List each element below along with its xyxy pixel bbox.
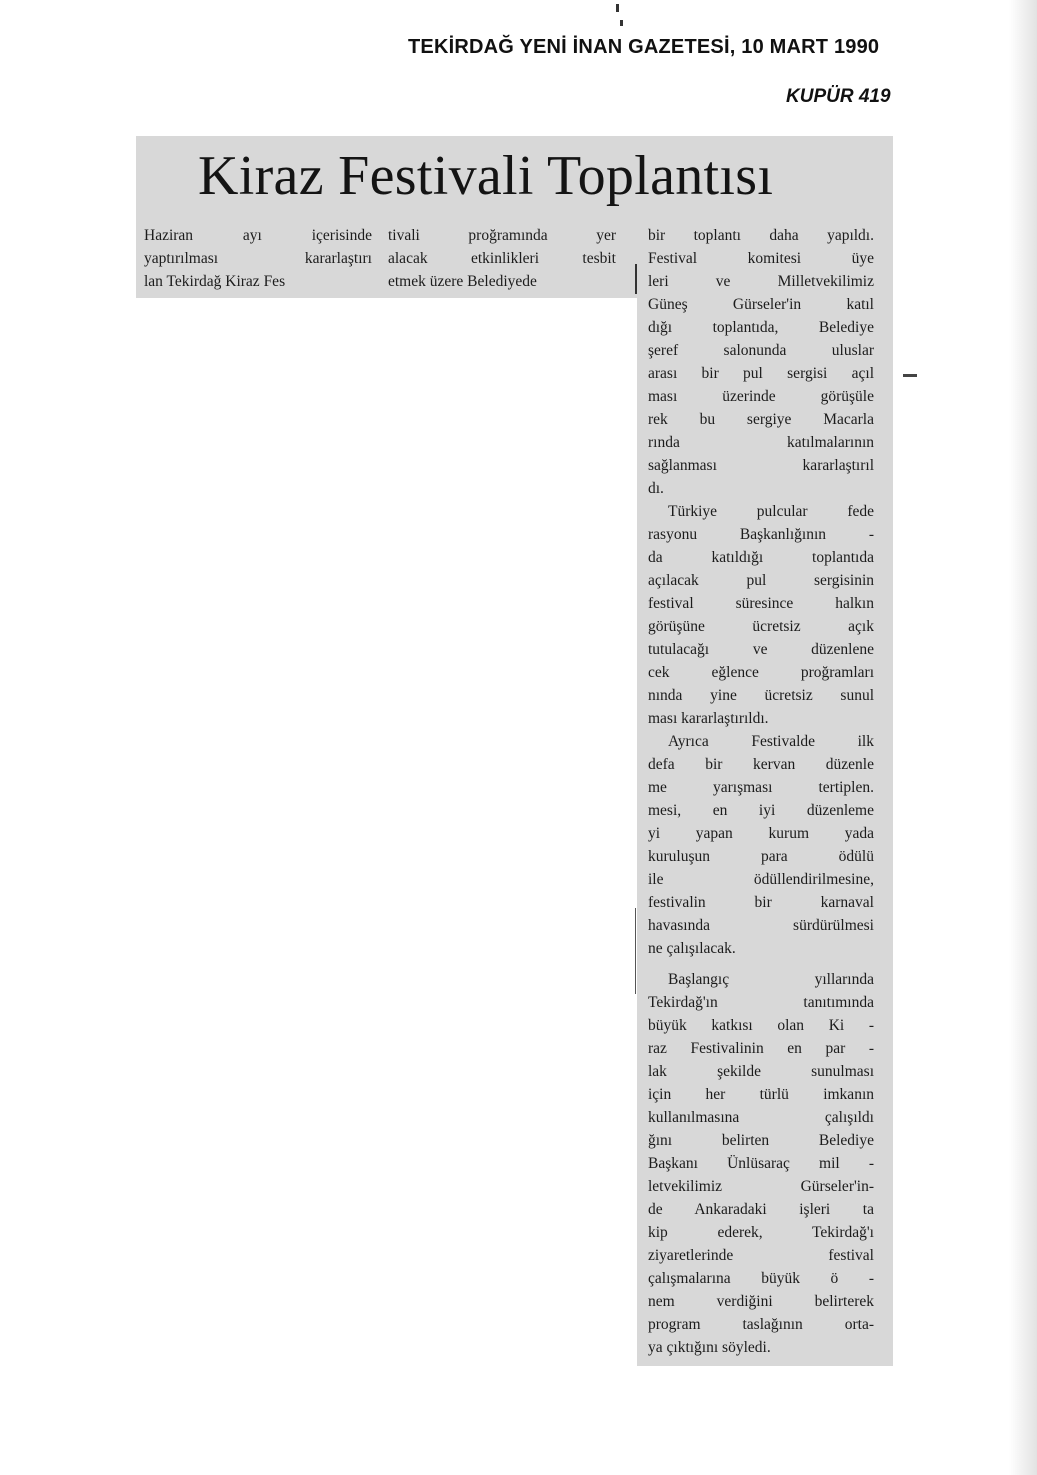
- column-rule: [635, 264, 637, 294]
- article-text-line: mesi, en iyi düzenleme: [648, 802, 874, 819]
- article-text-line: sağlanması kararlaştırıl: [648, 457, 874, 474]
- article-text-line: tivali proğramında yer: [388, 227, 616, 244]
- article-text-line: letvekilimiz Gürseler'in-: [648, 1178, 874, 1195]
- article-column-2: [388, 224, 616, 293]
- article-text-line: Türkiye pulcular fede: [668, 503, 874, 520]
- publication-header: TEKİRDAĞ YENİ İNAN GAZETESİ, 10 MART 1990: [408, 36, 880, 58]
- article-text-line: ne çalışılacak.: [648, 940, 736, 957]
- article-text-line: yaptırılması kararlaştırı: [144, 250, 372, 267]
- article-text-line: rında katılmalarının: [648, 434, 874, 451]
- article-text-line: tutulacağı ve düzenlene: [648, 641, 874, 658]
- article-text-line: kullanılmasına çalışıldı: [648, 1109, 874, 1126]
- paragraph-gap: [648, 960, 874, 968]
- article-text-line: dı.: [648, 480, 664, 497]
- article-text-line: cek eğlence proğramları: [648, 664, 874, 681]
- article-text-line: arası bir pul sergisi açıl: [648, 365, 874, 382]
- article-text-line: Başkanı Ünlüsaraç mil -: [648, 1155, 874, 1172]
- article-text-line: şeref salonunda uluslar: [648, 342, 874, 359]
- article-text-line: kip ederek, Tekirdağ'ı: [648, 1224, 874, 1241]
- article-text-line: Başlangıç yıllarında: [668, 971, 874, 988]
- article-text-line: bir toplantı daha yapıldı.: [648, 227, 874, 244]
- article-text-line: ması üzerinde görüşüle: [648, 388, 874, 405]
- article-text-line: ması kararlaştırıldı.: [648, 710, 769, 727]
- article-text-line: da katıldığı toplantıda: [648, 549, 874, 566]
- article-text-line: Ayrıca Festivalde ilk: [668, 733, 874, 750]
- article-text-line: yi yapan kurum yada: [648, 825, 874, 842]
- article-text-line: program taslağının orta-: [648, 1316, 874, 1333]
- article-text-line: Tekirdağ'ın tanıtımında: [648, 994, 874, 1011]
- article-text-line: Haziran ayı içerisinde: [144, 227, 372, 244]
- article-text-line: rasyonu Başkanlığının -: [648, 526, 874, 543]
- column-rule: [635, 908, 636, 994]
- article-text-line: alacak etkinlikleri tesbit: [388, 250, 616, 267]
- article-text-line: Güneş Gürseler'in katıl: [648, 296, 874, 313]
- article-text-line: büyük katkısı olan Ki -: [648, 1017, 874, 1034]
- article-text-line: ğını belirten Belediye: [648, 1132, 874, 1149]
- article-text-line: etmek üzere Belediyede: [388, 273, 537, 290]
- article-text-line: kuruluşun para ödülü: [648, 848, 874, 865]
- article-text-line: Festival komitesi üye: [648, 250, 874, 267]
- article-text-line: çalışmalarına büyük ö -: [648, 1270, 874, 1287]
- article-text-line: rek bu sergiye Macarla: [648, 411, 874, 428]
- article-text-line: nında yine ücretsiz sunul: [648, 687, 874, 704]
- article-text-line: me yarışması tertiplen.: [648, 779, 874, 796]
- article-headline: Kiraz Festivali Toplantısı: [198, 145, 774, 207]
- article-text-line: için her türlü imkanın: [648, 1086, 874, 1103]
- article-text-line: festival süresince halkın: [648, 595, 874, 612]
- article-text-line: görüşüne ücretsiz açık: [648, 618, 874, 635]
- article-text-line: festivalin bir karnaval: [648, 894, 874, 911]
- clipping-number: KUPÜR 419: [786, 86, 891, 107]
- scan-speck: [616, 4, 619, 12]
- article-text-line: raz Festivalinin en par -: [648, 1040, 874, 1057]
- article-text-line: de Ankaradaki işleri ta: [648, 1201, 874, 1218]
- article-text-line: lak şekilde sunulması: [648, 1063, 874, 1080]
- article-text-line: ile ödüllendirilmesine,: [648, 871, 874, 888]
- article-text-line: ziyaretlerinde festival: [648, 1247, 874, 1264]
- article-column-1: [144, 224, 372, 293]
- article-column-3: [648, 224, 874, 1359]
- article-text-line: havasında sürdürülmesi: [648, 917, 874, 934]
- article-text-line: açılacak pul sergisinin: [648, 572, 874, 589]
- scan-speck: [620, 20, 623, 26]
- article-text-line: leri ve Milletvekilimiz: [648, 273, 874, 290]
- article-text-line: lan Tekirdağ Kiraz Fes: [144, 273, 286, 290]
- margin-mark: [903, 374, 917, 377]
- newspaper-clipping: [136, 136, 893, 1366]
- article-text-line: dığı toplantıda, Belediye: [648, 319, 874, 336]
- page-edge-shadow: [1009, 0, 1037, 1475]
- article-text-line: defa bir kervan düzenle: [648, 756, 874, 773]
- article-text-line: nem verdiğini belirterek: [648, 1293, 874, 1310]
- article-text-line: ya çıktığını söyledi.: [648, 1339, 771, 1356]
